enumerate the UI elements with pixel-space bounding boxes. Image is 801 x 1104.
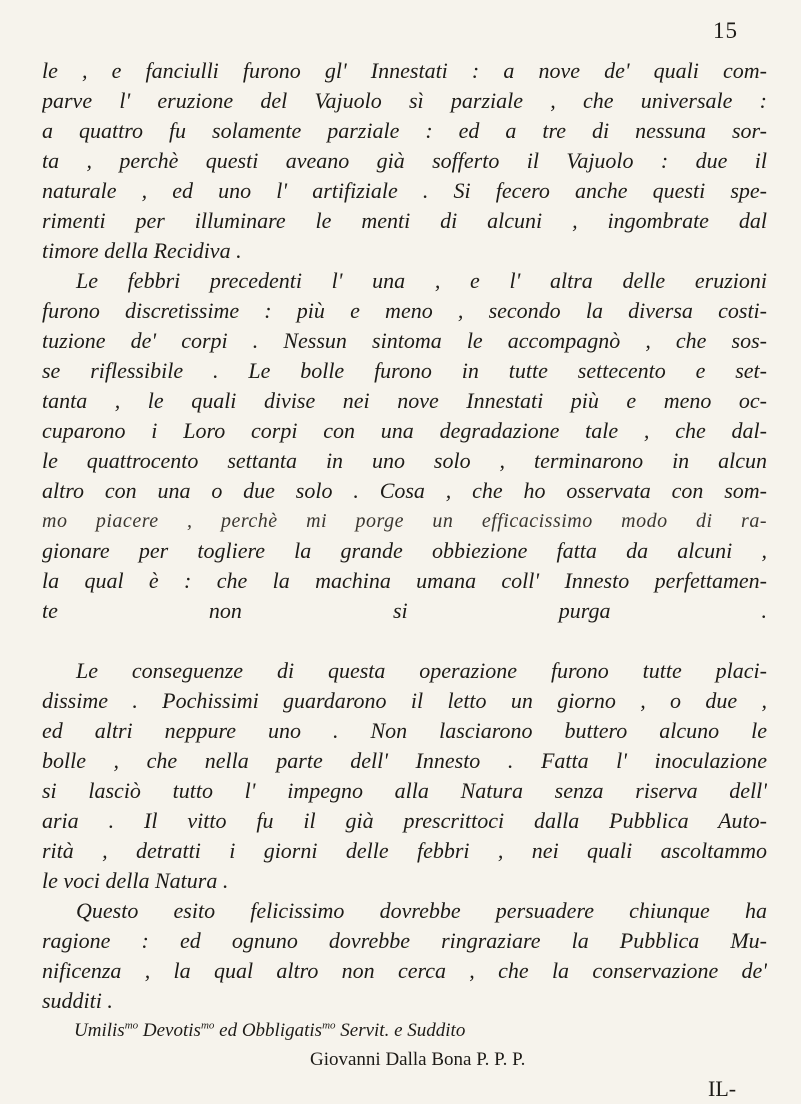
text-line: le quattrocento settanta in uno solo , terminarono in alcun [42, 448, 767, 473]
paragraph-1 [42, 56, 767, 266]
signoff-line [42, 1016, 767, 1046]
signoff-servant: Servit. e Suddito [340, 1020, 466, 1041]
signoff-devoted-sup: mo [200, 1019, 215, 1032]
text-line: Le febbri precedenti l' una , e l' altra delle eruzioni [76, 268, 767, 293]
signoff-obliged: Obbligatis [241, 1020, 323, 1041]
text-line: bolle , che nella parte dell' Innesto . Fatta l' inoculazione [42, 748, 767, 773]
signoff-obliged-sup: mo [322, 1019, 336, 1032]
page-number: 15 [713, 18, 738, 43]
text-line: furono discretissime : più e meno , secondo la diversa costi- [42, 298, 767, 323]
text-line: timore della Recidiva . [42, 238, 242, 263]
text-line: si lasciò tutto l' impegno alla Natura senza riserva dell' [42, 778, 767, 803]
text-line: Le conseguenze di questa operazione furono tutte placi- [76, 658, 767, 683]
text-line: gionare per togliere la grande obbiezione fatta da alcuni , [42, 538, 767, 563]
author-signature: Giovanni Dalla Bona P. P. P. [310, 1049, 526, 1070]
text-line: ed altri neppure uno . Non lasciarono buttero alcuno le [42, 718, 767, 743]
text-line: rità , detratti i giorni delle febbri , nei quali ascoltammo [42, 838, 767, 863]
text-line: sudditi . [42, 988, 113, 1013]
paragraph-2 [42, 266, 767, 656]
text-line: ragione : ed ognuno dovrebbe ringraziare la Pubblica Mu- [42, 928, 767, 953]
signoff-devoted: Devotis [142, 1020, 201, 1041]
text-line: rimenti per illuminare le menti di alcuni , ingombrate dal [42, 208, 767, 233]
text-line: tanta , le quali divise nei nove Innestati più e meno oc- [42, 388, 767, 413]
text-line: le voci della Natura . [42, 868, 229, 893]
signoff-humble-sup: mo [124, 1019, 139, 1032]
text-line: tuzione de' corpi . Nessun sintoma le accompagnò , che sos- [42, 328, 767, 353]
signoff-and: ed [219, 1020, 238, 1041]
catchword: IL- [708, 1076, 737, 1101]
text-line: naturale , ed uno l' artifiziale . Si fecero anche questi spe- [42, 178, 767, 203]
text-line: la qual è : che la machina umana coll' Innesto perfettamen- [42, 568, 767, 593]
paragraph-3 [42, 656, 767, 896]
text-line: se riflessibile . Le bolle furono in tutte settecento e set- [42, 358, 767, 383]
text-line: le , e fanciulli furono gl' Innestati : a nove de' quali com- [42, 58, 767, 83]
text-line: nificenza , la qual altro non cerca , che la conservazione de' [42, 958, 767, 983]
text-line: Questo esito felicissimo dovrebbe persuadere chiunque ha [76, 898, 767, 923]
text-line: mo piacere , perchè mi porge un efficacissimo modo di ra- [42, 510, 767, 532]
text-line: a quattro fu solamente parziale : ed a tre di nessuna sor- [42, 118, 767, 143]
text-line [42, 626, 767, 656]
text-line: altro con una o due solo . Cosa , che ho osservata con som- [42, 478, 767, 503]
text-line: te non si purga . [42, 598, 767, 623]
text-line: dissime . Pochissimi guardarono il letto un giorno , o due , [42, 688, 767, 713]
text-line: aria . Il vitto fu il già prescrittoci dalla Pubblica Auto- [42, 808, 767, 833]
signoff-humble: Umilis [74, 1020, 125, 1041]
text-line: cuparono i Loro corpi con una degradazione tale , che dal- [42, 418, 767, 443]
text-line: parve l' eruzione del Vajuolo sì parziale , che universale : [42, 88, 767, 113]
text-line: ta , perchè questi aveano già sofferto il Vajuolo : due il [42, 148, 767, 173]
body-text [42, 56, 767, 1104]
paragraph-4 [42, 896, 767, 1016]
